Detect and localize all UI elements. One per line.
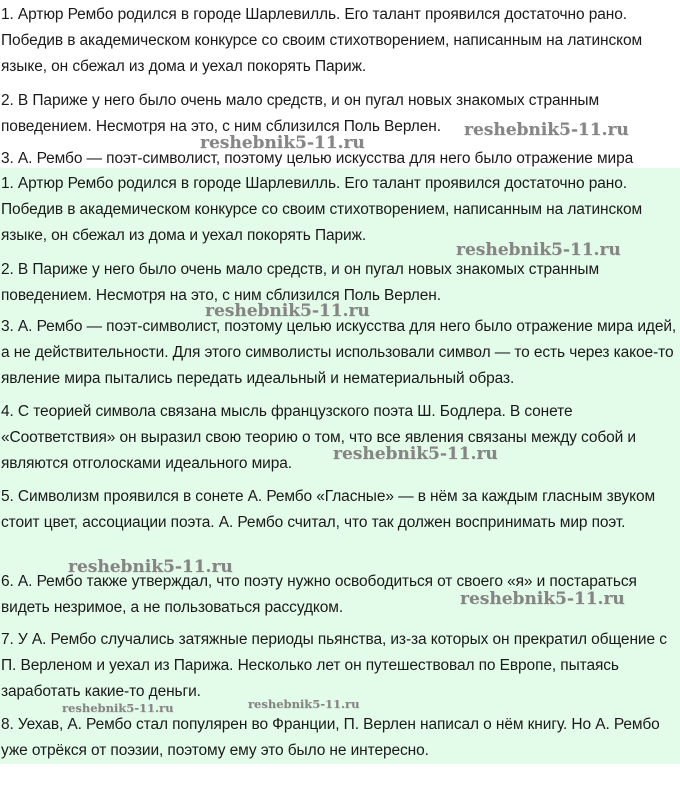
paragraph-6: 6. А. Рембо также утверждал, что поэту нужно освободиться от своего «я» и постараться видеть незримое, а не пользоваться рассудком. [1,573,637,616]
paragraph-3: 3. А. Рембо — поэт-символист, поэтому целью искусства для него было отражение мира идей, а не действительности. Для этого символисты использовали символ — то есть через какое-то явление мира пытались передать идеальный и нематериальный образ. [1,318,677,387]
paragraph-2: 2. В Париже у него было очень мало средств, и он пугал новых знакомых странным поведением. Несмотря на это, с ним сблизился Поль Верлен. [1,92,599,135]
paragraph-7: 7. У А. Рембо случались затяжные периоды пьянства, из-за которых он прекратил общение с П. Верленом и уехал из Парижа. Несколько лет он путешествовал по Европе, пытаясь заработать какие-то деньги. [1,631,667,700]
watermark: reshebnik5-11.ru [333,444,498,464]
paragraph-3-partial: 3. А. Рембо — поэт-символист, поэтому целью искусства для него было отражение мира [1,150,634,167]
paragraph-1: 1. Артюр Рембо родился в городе Шарлевилль. Его талант проявился достаточно рано. Победив в академическом конкурсе со своим стихотворением, написанным на латинском языке, он сбежал из дома и уехал покорять Париж. [1,6,643,75]
paragraph-8: 8. Уехав, А. Рембо стал популярен во Франции, П. Верлен написал о нём книгу. Но А. Рембо уже отрёкся от поэзии, поэтому ему это было не интересно. [1,716,660,759]
paragraph-2: 2. В Париже у него было очень мало средств, и он пугал новых знакомых странным поведением. Несмотря на это, с ним сблизился Поль Верлен. [1,261,599,304]
watermark: reshebnik5-11.ru [456,240,621,260]
watermark: reshebnik5-11.ru [464,120,629,140]
watermark: reshebnik5-11.ru [200,133,365,153]
watermark: reshebnik5-11.ru [248,697,360,711]
watermark: reshebnik5-11.ru [205,301,370,321]
watermark: reshebnik5-11.ru [62,701,174,715]
paragraph-1: 1. Артюр Рембо родился в городе Шарлевилль. Его талант проявился достаточно рано. Победив в академическом конкурсе со своим стихотворением, написанным на латинском языке, он сбежал из дома и уехал покорять Париж. [1,175,643,244]
watermark: reshebnik5-11.ru [68,557,233,577]
paragraph-5: 5. Символизм проявился в сонете А. Рембо «Гласные» — в нём за каждым гласным звуком стоит цвет, ассоциации поэта. А. Рембо считал, что так должен воспринимать мир поэт. [1,488,656,531]
paragraph-4: 4. С теорией символа связана мысль французского поэта Ш. Бодлера. В сонете «Соответствия» он выразил свою теорию о том, что все явления связаны между собой и являются отголосками идеального мира. [1,403,636,472]
watermark: reshebnik5-11.ru [460,589,625,609]
